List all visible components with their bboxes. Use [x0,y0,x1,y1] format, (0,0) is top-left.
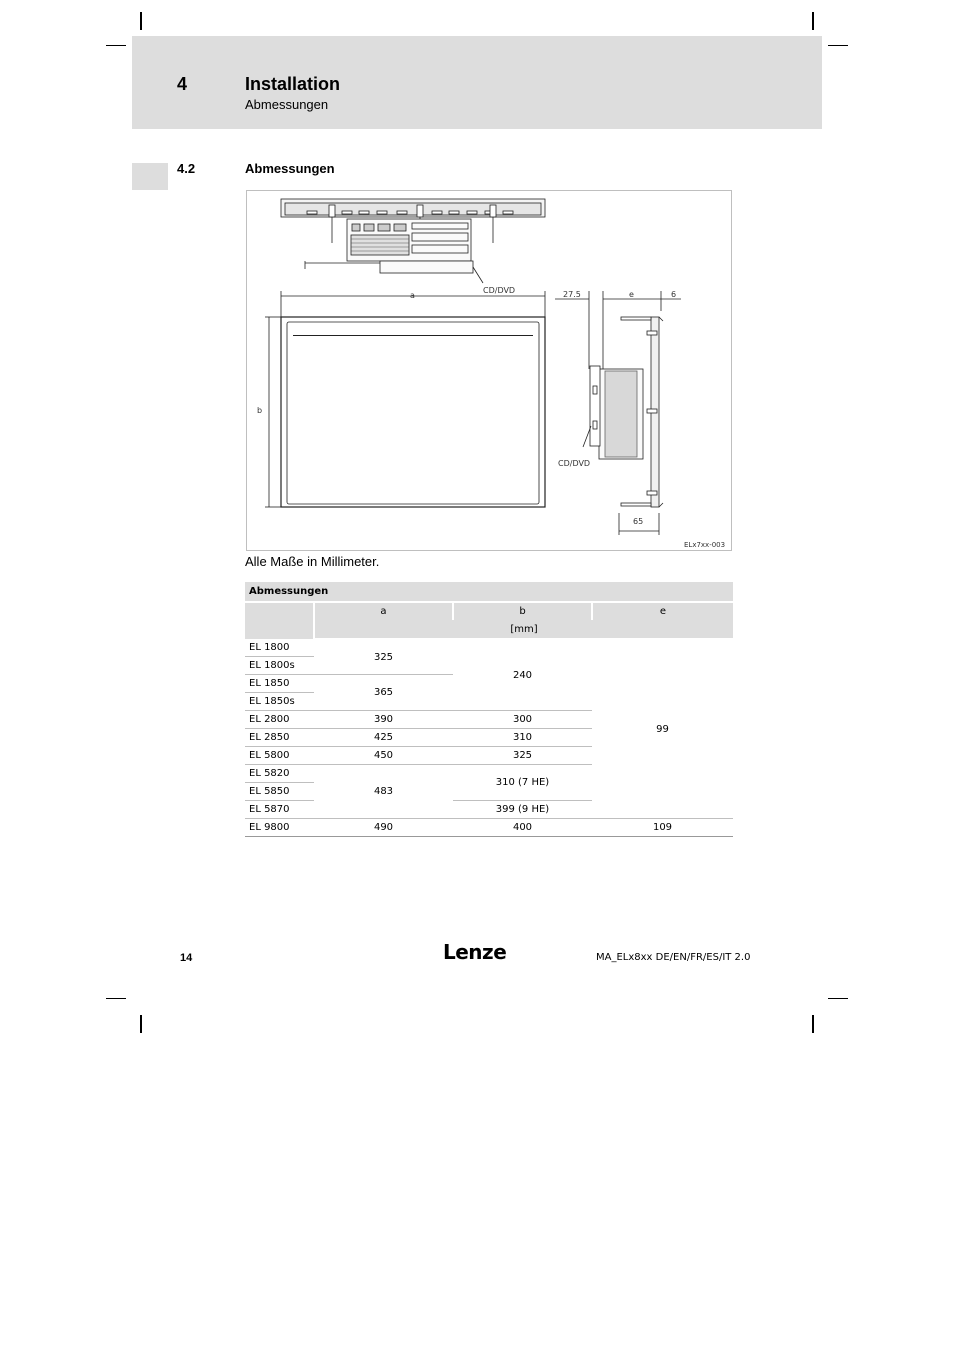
value-cell-a: 483 [314,765,453,819]
model-cell: EL 2800 [245,711,314,729]
model-cell: EL 2850 [245,729,314,747]
value-cell-e: 109 [592,819,733,837]
crop-mark [812,1015,814,1033]
unit-label: [mm] [314,620,733,639]
dim-label-6: 6 [671,290,677,299]
table-header-row [245,602,733,620]
dim-label-a: a [410,291,415,300]
figure-id: ELx7xx-003 [684,541,726,549]
model-cell: EL 1800 [245,639,314,657]
crop-mark [106,998,126,999]
chapter-number: 4 [177,74,188,94]
page-number: 14 [180,952,193,964]
crop-mark [140,1015,142,1033]
header-empty-cell [245,602,314,639]
table-row [245,639,733,657]
section-marker [132,163,168,190]
units-note: Alle Maße in Millimeter. [245,554,380,569]
table-row [245,819,733,837]
value-cell-a: 425 [314,729,453,747]
value-cell-e: 99 [592,639,733,819]
value-cell-b: 310 (7 HE) [453,765,592,801]
value-cell-a: 390 [314,711,453,729]
model-cell: EL 5820 [245,765,314,783]
col-header-a: a [314,602,453,620]
table-title: Abmessungen [245,582,733,602]
value-cell-a: 365 [314,675,453,711]
col-header-b: b [453,602,592,620]
value-cell-b: 310 [453,729,592,747]
dim-label-65: 65 [633,517,644,526]
lenze-logo: Lenze [443,940,507,964]
dim-label-b: b [257,406,263,415]
chapter-header-band [132,36,822,129]
value-cell-b: 325 [453,747,592,765]
model-cell: EL 9800 [245,819,314,837]
value-cell-b: 300 [453,711,592,729]
crop-mark [812,12,814,30]
dim-label-e: e [629,290,634,299]
col-header-e: e [592,602,733,620]
value-cell-a: 450 [314,747,453,765]
model-cell: EL 1800s [245,657,314,675]
table-title-row [245,582,733,602]
model-cell: EL 1850s [245,693,314,711]
dim-label-27-5: 27.5 [563,290,581,299]
table-unit-row [245,620,733,639]
chapter-title: Installation [245,74,341,94]
crop-mark [140,12,142,30]
crop-mark [828,998,848,999]
crop-mark [106,45,126,46]
value-cell-a: 490 [314,819,453,837]
section-title: Abmessungen [245,161,335,176]
model-cell: EL 5850 [245,783,314,801]
cd-dvd-label-top: CD/DVD [483,286,516,295]
chapter-subtitle: Abmessungen [245,97,329,112]
dimension-drawing [246,190,732,551]
document-id: MA_ELx8xx DE/EN/FR/ES/IT 2.0 [596,952,751,963]
value-cell-b: 399 (9 HE) [453,801,592,819]
value-cell-a: 325 [314,639,453,675]
crop-mark [828,45,848,46]
value-cell-b: 240 [453,639,592,711]
value-cell-b: 400 [453,819,592,837]
model-cell: EL 5870 [245,801,314,819]
dimension-drawing-svg [247,191,731,550]
model-cell: EL 1850 [245,675,314,693]
cd-dvd-label-side: CD/DVD [558,459,591,468]
section-number: 4.2 [177,161,196,176]
model-cell: EL 5800 [245,747,314,765]
dimensions-table [245,582,733,837]
